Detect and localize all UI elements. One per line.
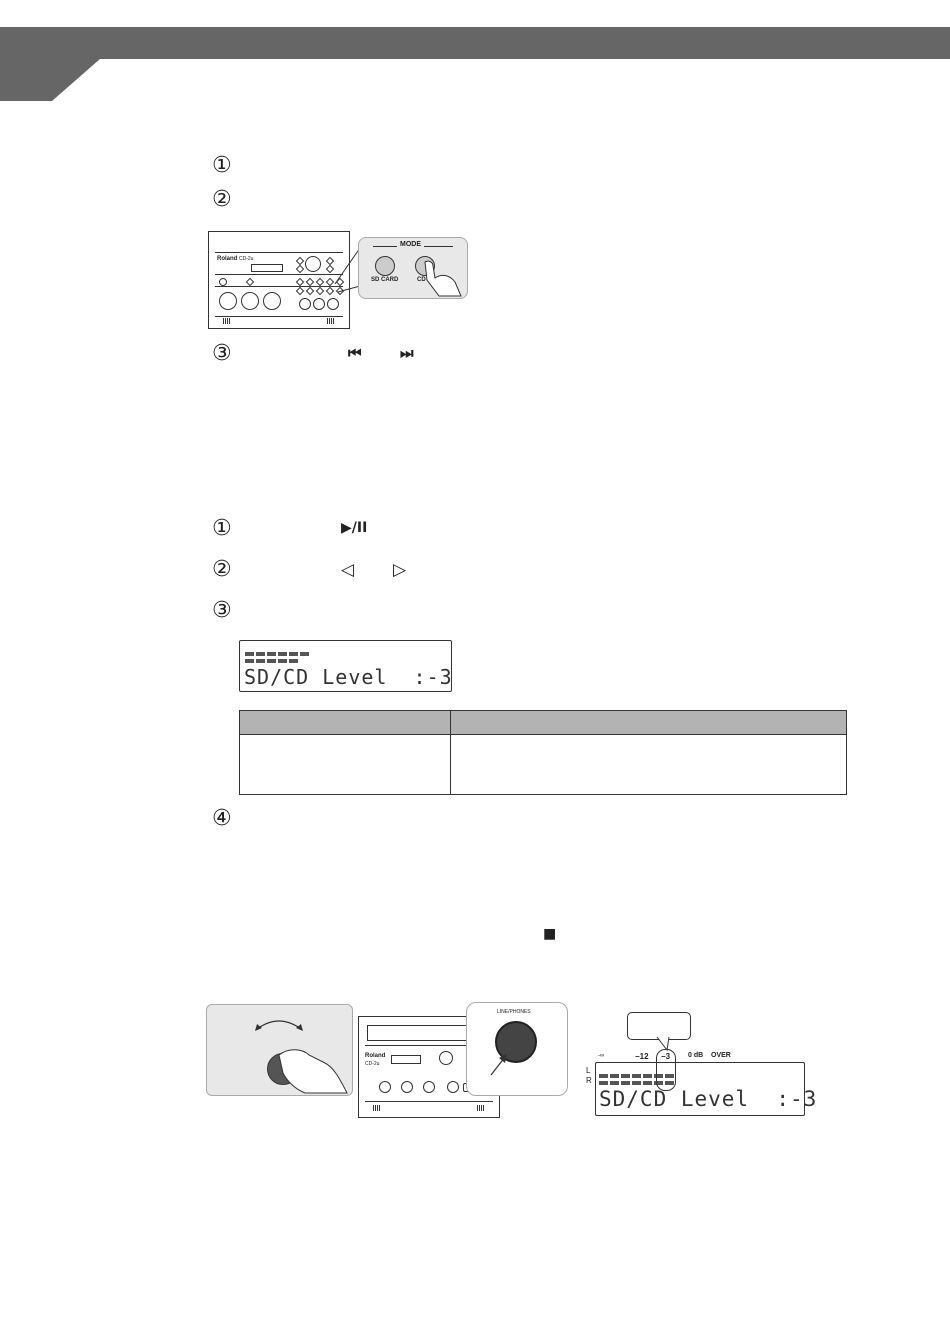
scale-3: −3 xyxy=(661,1052,671,1061)
pointer-arrow-icon xyxy=(487,1049,517,1079)
sd-card-label: SD CARD xyxy=(371,277,399,283)
left-arrow-icon: ◁ xyxy=(341,560,355,580)
prev-icon: ⏮ xyxy=(348,344,362,362)
channel-r: R xyxy=(586,1076,592,1085)
finger-icon xyxy=(419,258,465,298)
scale-inf: -∞ xyxy=(598,1053,605,1059)
device-knob xyxy=(219,292,237,310)
next-icon: ⏭ xyxy=(400,344,414,362)
device-brand-small: Roland xyxy=(365,1053,386,1059)
knob-label: LINE/PHONES xyxy=(497,1009,531,1015)
step-3-marker: ③ xyxy=(212,341,232,366)
hand-icon xyxy=(269,1045,351,1095)
stop-icon: ■ xyxy=(543,926,557,942)
mode-title: MODE xyxy=(397,241,424,248)
lcd-display-bottom xyxy=(595,1062,818,1116)
mode-panel xyxy=(358,237,468,299)
lcd-level-text: SD/CD Level :-3 xyxy=(244,665,453,689)
rotate-arrow-icon xyxy=(253,1013,305,1033)
level-highlight xyxy=(656,1049,676,1091)
step-2-marker: ② xyxy=(212,187,232,212)
device-model: CD-2u xyxy=(239,256,254,262)
device-brand: Roland xyxy=(217,256,238,262)
lcd-level-text-bottom: SD/CD Level :-3 xyxy=(599,1087,818,1111)
cd-label: CD xyxy=(417,277,426,283)
step-b4-marker: ④ xyxy=(212,806,232,831)
parameter-table xyxy=(239,710,847,795)
sd-card-button[interactable] xyxy=(375,256,395,276)
table-cell-2 xyxy=(451,735,847,795)
table-header-1 xyxy=(240,711,451,735)
step-1-marker: ① xyxy=(212,153,232,178)
scale-over: OVER xyxy=(711,1052,731,1059)
play-pause-icon: ▶/II xyxy=(341,520,368,536)
lcd-display xyxy=(239,640,452,692)
table-cell-1 xyxy=(240,735,451,795)
step-b3-marker: ③ xyxy=(212,598,232,623)
device-dial xyxy=(305,256,321,272)
channel-l: L xyxy=(586,1066,591,1075)
knob-panel xyxy=(206,1004,353,1096)
right-arrow-icon: ▷ xyxy=(393,560,407,580)
device-illustration xyxy=(208,231,350,329)
table-header-2 xyxy=(451,711,847,735)
step-b2-marker: ② xyxy=(212,557,232,582)
device-model-small: CD-2u xyxy=(365,1061,380,1067)
level-meter xyxy=(245,649,311,663)
device-display xyxy=(251,264,283,272)
header-bar xyxy=(0,0,950,110)
scale-12: −12 xyxy=(635,1052,649,1061)
scale-0db: 0 dB xyxy=(688,1052,704,1059)
knob-zoom xyxy=(466,1002,568,1096)
step-b1-marker: ① xyxy=(212,516,232,541)
